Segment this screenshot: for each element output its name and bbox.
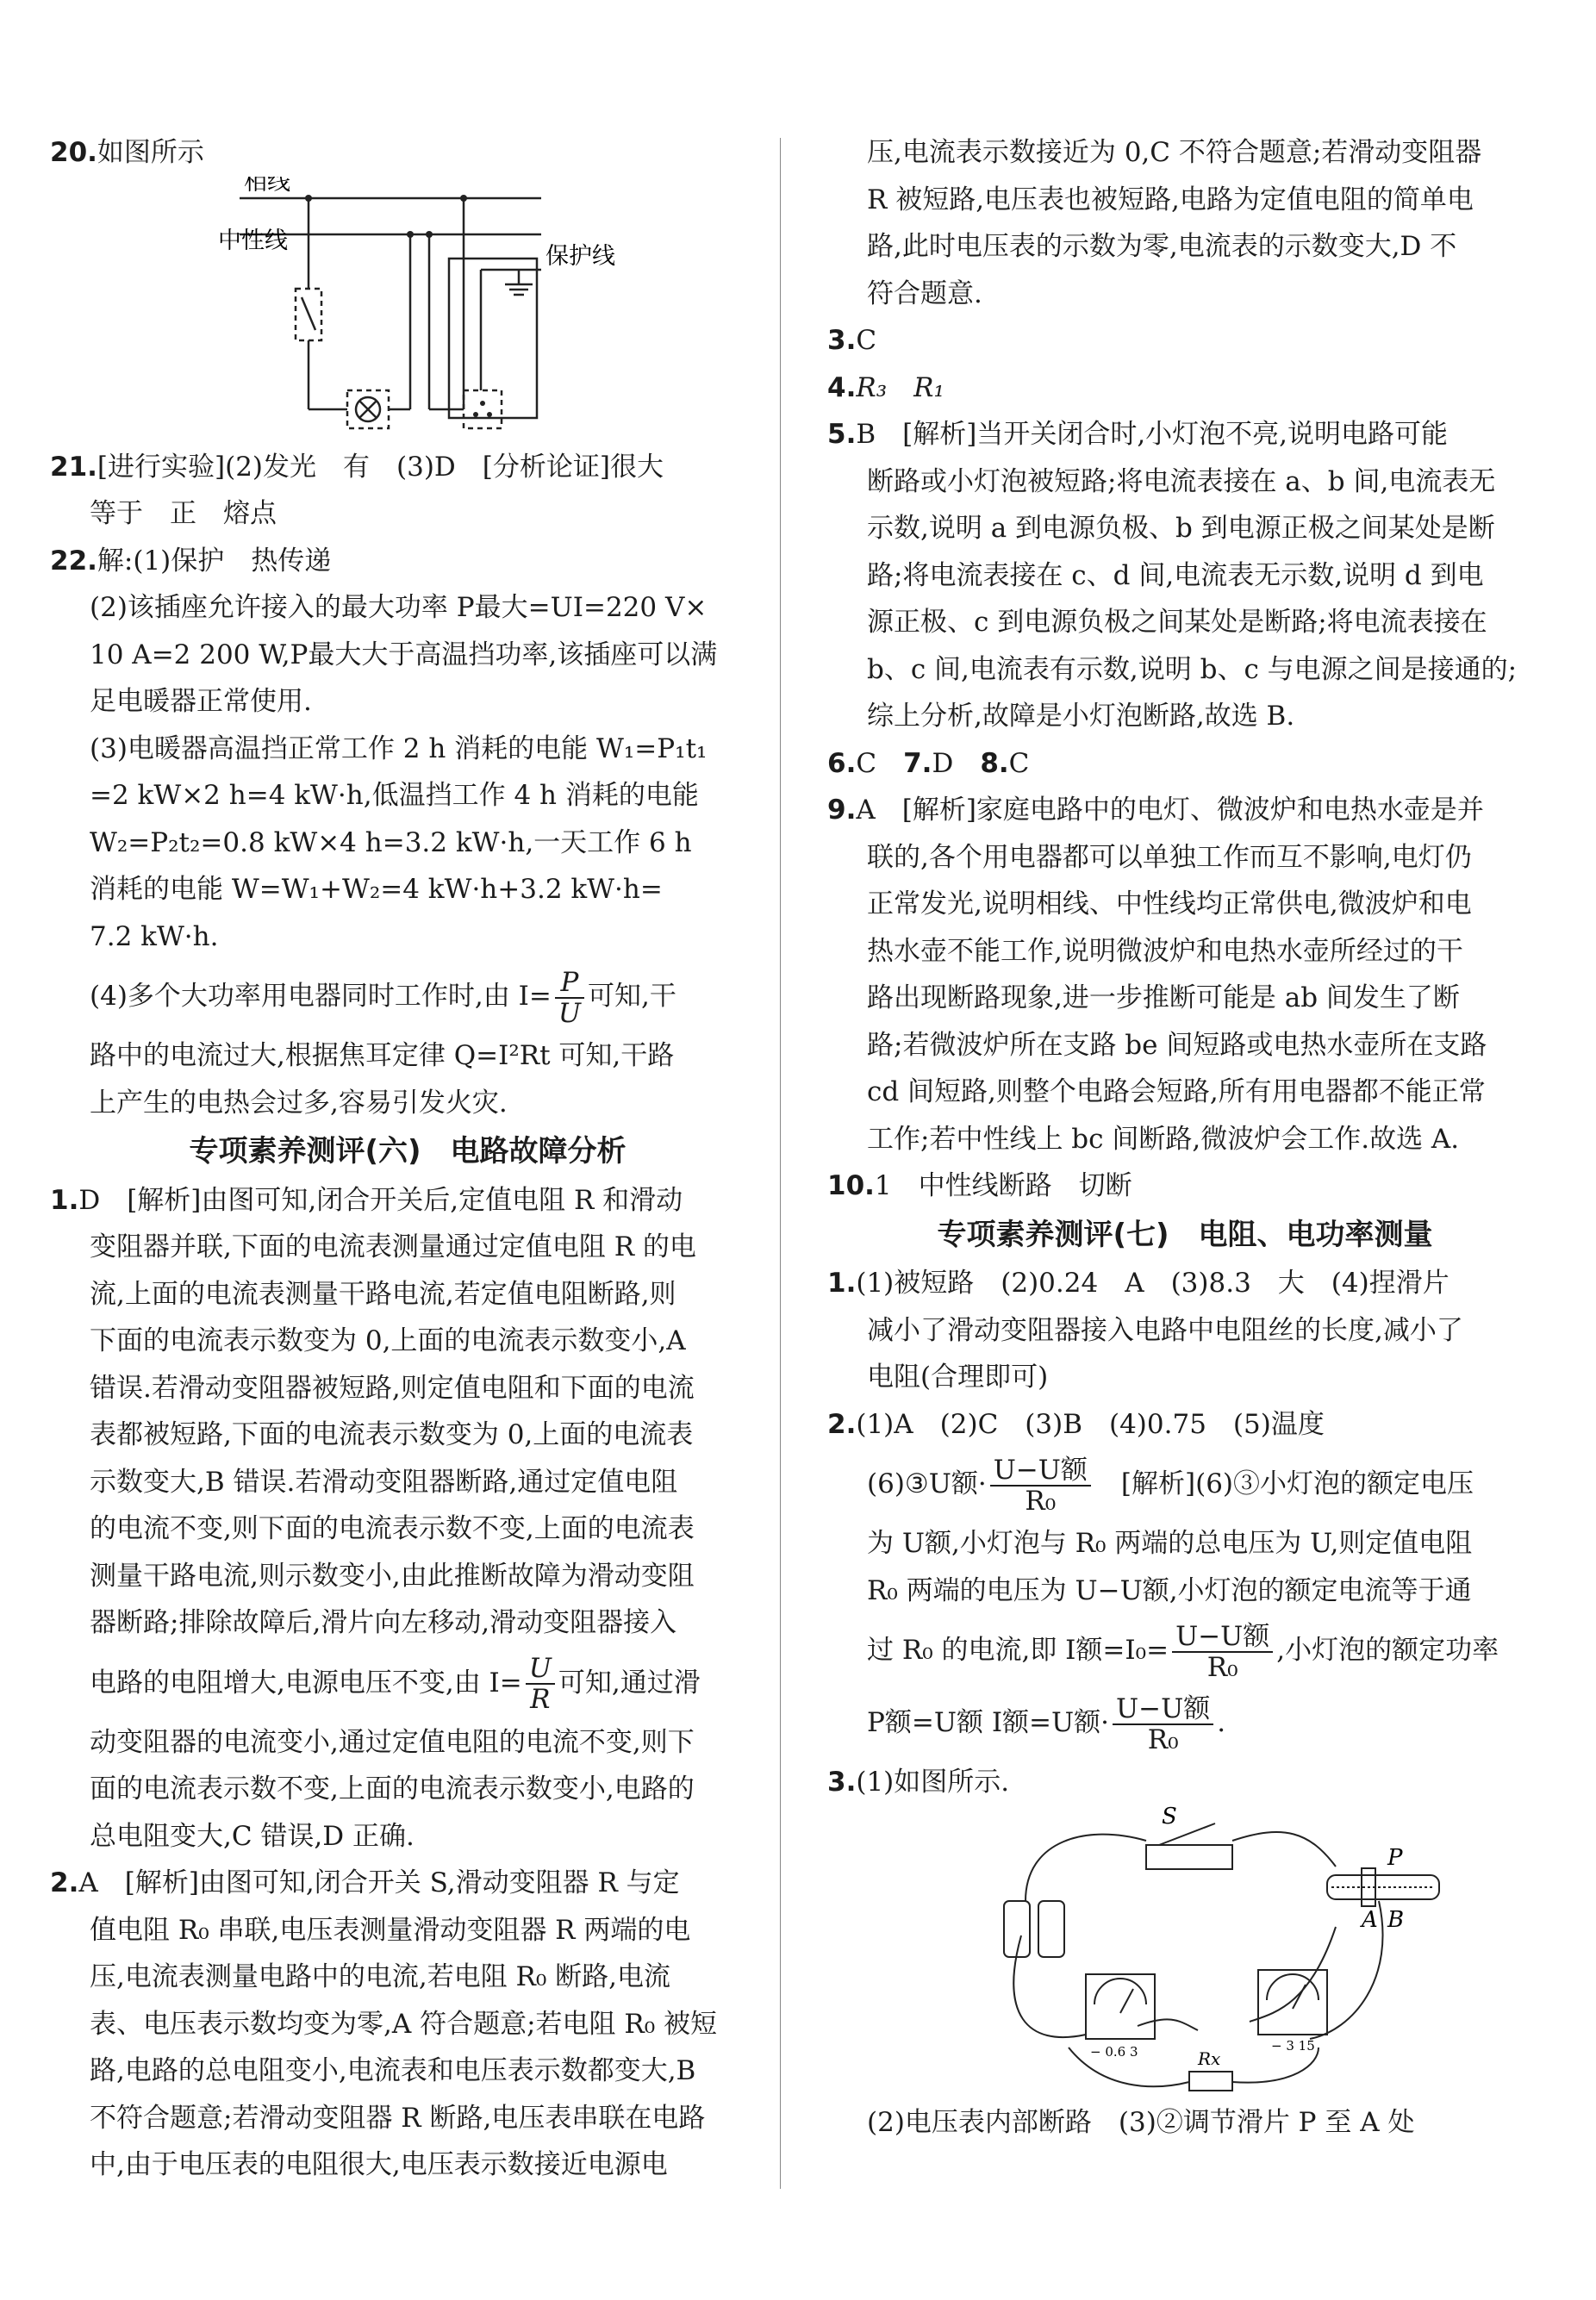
answer-text: 不符合题意;若滑动变阻器 R 断路,电压表串联在电路 (90, 2102, 706, 2134)
question-number: 1. (827, 1268, 857, 1299)
answer-text: 符合题意. (867, 277, 982, 309)
question-number: 6. (827, 747, 857, 779)
denominator: R₀ (1025, 1485, 1057, 1517)
answer-text (827, 1448, 1543, 1520)
switch-label: S (1162, 1805, 1177, 1829)
answer-text: 等于 正 熔点 (90, 498, 277, 529)
section-title-7: 专项素养测评(七) 电阻、电功率测量 (937, 1217, 1433, 1252)
voltmeter-scale-label: − 3 15 (1271, 2037, 1315, 2054)
ground-line-label: 保护线 (546, 242, 615, 270)
question-number: 9. (827, 795, 857, 826)
answer-text: (2)电压表内部断路 (3)②调节滑片 P 至 A 处 (867, 2106, 1415, 2138)
text-fragment: (6)③U额· (867, 1468, 987, 1499)
answer-text (827, 1614, 1543, 1686)
question-number: 8. (980, 747, 1009, 779)
question-number: 5. (827, 419, 857, 450)
answer-text: 综上分析,故障是小灯泡断路,故选 B. (867, 701, 1295, 732)
answer-text: 测量干路电流,则示数变小,由此推断故障为滑动变阻 (90, 1560, 695, 1592)
question-number: 10. (827, 1170, 875, 1201)
answer-text: cd 间短路,则整个电路会短路,所有用电器都不能正常 (867, 1076, 1486, 1107)
text-fragment: 可知,干 (587, 981, 676, 1012)
answer-text (50, 960, 765, 1032)
fraction (1172, 1622, 1273, 1682)
answer-text: 值电阻 R₀ 串联,电压表测量滑动变阻器 R 两端的电 (90, 1914, 691, 1946)
answer-text: 中,由于电压表的电阻很大,电压表示数接近电源电 (90, 2149, 668, 2180)
answer-text: (1)被短路 (2)0.24 A (3)8.3 大 (4)捏滑片 (856, 1268, 1449, 1299)
numerator: P (555, 968, 584, 999)
answer-text: 路,此时电压表的示数为零,电流表的示数变大,D 不 (867, 231, 1457, 262)
section6-question-3 (827, 317, 1543, 365)
answer-text: 示数,说明 a 到电源负极、b 到电源正极之间某处是断 (867, 513, 1495, 544)
answer-text: A [解析]家庭电路中的电灯、微波炉和电热水壶是并 (856, 795, 1484, 826)
live-line-label: 相线 (244, 176, 290, 196)
answer-text: 工作;若中性线上 bc 间断路,微波炉会工作.故选 A. (867, 1123, 1460, 1155)
section-title-6: 专项素养测评(六) 电路故障分析 (189, 1134, 627, 1169)
column-divider (780, 138, 781, 2189)
question-number: 1. (50, 1184, 79, 1216)
fraction (1113, 1694, 1213, 1755)
text-fragment: 电路的电阻增大,电源电压不变,由 I= (90, 1667, 522, 1699)
answer-text: 的电流不变,则下面的电流表示数不变,上面的电流表 (90, 1513, 695, 1544)
terminal-a-label: A (1362, 1906, 1378, 1933)
answer-text: 流,上面的电流表测量干路电流,若定值电阻断路,则 (90, 1278, 676, 1310)
answer-text: 表、电压表示数均变为零,A 符合题意;若电阻 R₀ 被短 (90, 2008, 718, 2040)
answer-text: R₃ R₁ (856, 371, 945, 403)
neutral-line-label: 中性线 (218, 227, 288, 254)
answer-text: 压,电流表示数接近为 0,C 不符合题意;若滑动变阻器 (867, 137, 1482, 168)
answer-text: C (856, 325, 877, 356)
section6-question-2 (50, 1860, 765, 1907)
numerator: U (526, 1654, 555, 1685)
answer-text: 路出现断路现象,进一步推断可能是 ab 间发生了断 (867, 982, 1460, 1013)
answer-text: D [解析]由图可知,闭合开关后,定值电阻 R 和滑动 (78, 1184, 683, 1216)
text-fragment: ,小灯泡的额定功率 (1276, 1635, 1499, 1666)
answer-text: [进行实验](2)发光 有 (3)D [分析论证]很大 (97, 451, 664, 483)
answer-text: 如图所示 (97, 137, 204, 168)
fraction (526, 1654, 555, 1714)
answer-text: 10 A=2 200 W,P最大大于高温挡功率,该插座可以满 (90, 639, 718, 670)
answer-text: 总电阻变大,C 错误,D 正确. (90, 1820, 415, 1852)
question-number: 21. (50, 451, 97, 483)
answer-text: 足电暖器正常使用. (90, 686, 312, 717)
fraction (990, 1455, 1091, 1516)
section6-question-10 (827, 1162, 1543, 1210)
answer-text: (3)电暖器高温挡正常工作 2 h 消耗的电能 W₁=P₁t₁ (90, 732, 708, 764)
answer-text: 路,电路的总电阻变小,电流表和电压表示数都变大,B (90, 2055, 696, 2086)
section7-question-3 (827, 1759, 1543, 1806)
answer-text (827, 1686, 1543, 1759)
answer-text: A [解析]由图可知,闭合开关 S,滑动变阻器 R 与定 (78, 1867, 680, 1898)
text-fragment: [解析](6)③小灯泡的额定电压 (1094, 1468, 1474, 1499)
answer-text: =2 kW×2 h=4 kW·h,低温挡工作 4 h 消耗的电能 (90, 780, 699, 811)
answer-text: 示数变大,B 错误.若滑动变阻器断路,通过定值电阻 (90, 1466, 678, 1498)
question-number: 3. (827, 325, 857, 356)
answer-text: R 被短路,电压表也被短路,电路为定值电阻的简单电 (867, 184, 1474, 215)
answer-text: 路中的电流过大,根据焦耳定律 Q=I²Rt 可知,干路 (90, 1040, 675, 1071)
answer-text: 正常发光,说明相线、中性线均正常供电,微波炉和电 (867, 888, 1472, 919)
question-number: 20. (50, 137, 97, 168)
slider-label: P (1387, 1844, 1403, 1871)
resistor-label: Rx (1198, 2048, 1221, 2069)
question-number: 4. (827, 371, 857, 403)
answer-text: 错误.若滑动变阻器被短路,则定值电阻和下面的电流 (90, 1372, 695, 1404)
section7-question-1 (827, 1260, 1543, 1307)
section6-questions-6-8 (827, 740, 1543, 788)
answer-text: 上产生的电热会过多,容易引发火灾. (90, 1087, 508, 1119)
answer-text: W₂=P₂t₂=0.8 kW×4 h=3.2 kW·h,一天工作 6 h (90, 826, 692, 858)
terminal-b-label: B (1387, 1906, 1405, 1933)
answer-text: 压,电流表测量电路中的电流,若电阻 R₀ 断路,电流 (90, 1961, 671, 1992)
answer-text: b、c 间,电流表有示数,说明 b、c 与电源之间是接通的; (867, 653, 1518, 685)
experiment-circuit-figure (827, 1806, 1543, 2099)
answer-text: B [解析]当开关闭合时,小灯泡不亮,说明电路可能 (856, 419, 1449, 450)
question-21 (50, 444, 765, 491)
text-fragment: 过 R₀ 的电流,即 I额=I₀= (867, 1635, 1169, 1666)
answer-text: 7.2 kW·h. (90, 920, 219, 952)
answer-text: 消耗的电能 W=W₁+W₂=4 kW·h+3.2 kW·h= (90, 874, 663, 905)
answer-text: 减小了滑动变阻器接入电路中电阻丝的长度,减小了 (867, 1314, 1463, 1346)
question-number: 2. (827, 1408, 857, 1440)
answer-text: 器断路;排除故障后,滑片向左移动,滑动变阻器接入 (90, 1607, 677, 1638)
numerator: U−U额 (1113, 1694, 1213, 1725)
text-fragment: 可知,通过滑 (558, 1667, 701, 1699)
question-number: 22. (50, 545, 97, 577)
circuit-diagram (50, 177, 765, 444)
denominator: R₀ (1206, 1651, 1238, 1683)
question-20 (50, 129, 765, 177)
question-number: 2. (50, 1867, 79, 1898)
question-number: 7. (903, 747, 932, 779)
question-22 (50, 538, 765, 585)
numerator: U−U额 (990, 1455, 1091, 1487)
answer-text: 下面的电流表示数变为 0,上面的电流表示数变小,A (90, 1325, 686, 1356)
answer-text: (1)A (2)C (3)B (4)0.75 (5)温度 (856, 1408, 1325, 1440)
experiment-diagram (827, 1806, 1543, 2099)
answer-text: 路;将电流表接在 c、d 间,电流表无示数,说明 d 到电 (867, 559, 1484, 591)
fraction (555, 968, 584, 1028)
left-column (50, 129, 765, 2189)
answer-text (50, 1647, 765, 1719)
question-number: 3. (827, 1767, 857, 1798)
answer-text: 路;若微波炉所在支路 be 间短路或电热水壶所在支路 (867, 1029, 1487, 1061)
section6-question-4 (827, 365, 1543, 412)
section6-question-5 (827, 411, 1543, 458)
answer-text: (1)如图所示. (856, 1767, 1010, 1798)
section6-question-9 (827, 787, 1543, 834)
answer-text: 面的电流表示数不变,上面的电流表示数变小,电路的 (90, 1773, 695, 1804)
answer-text: 动变阻器的电流变小,通过定值电阻的电流不变,则下 (90, 1726, 695, 1758)
answer-text: R₀ 两端的电压为 U−U额,小灯泡的额定电流等于通 (867, 1574, 1472, 1606)
household-circuit-figure (50, 177, 765, 444)
numerator: U−U额 (1172, 1622, 1273, 1653)
denominator: U (558, 997, 581, 1029)
answer-text: C (856, 747, 904, 779)
denominator: R₀ (1147, 1723, 1179, 1755)
answer-text: 断路或小灯泡被短路;将电流表接在 a、b 间,电流表无 (867, 465, 1496, 497)
answer-text: (2)该插座允许接入的最大功率 P最大=UI=220 V× (90, 592, 708, 623)
answer-text: 电阻(合理即可) (867, 1362, 1049, 1393)
text-fragment: . (1217, 1707, 1226, 1738)
text-fragment: (4)多个大功率用电器同时工作时,由 I= (90, 981, 552, 1012)
answer-text: 表都被短路,下面的电流表示数变为 0,上面的电流表 (90, 1419, 694, 1450)
right-column (827, 129, 1543, 2146)
answer-text: 联的,各个用电器都可以单独工作而互不影响,电灯仍 (867, 841, 1472, 873)
answer-text: 变阻器并联,下面的电流表测量通过定值电阻 R 的电 (90, 1231, 696, 1262)
answer-text: C (1008, 747, 1030, 779)
section7-question-2 (827, 1401, 1543, 1449)
ammeter-scale-label: − 0.6 3 (1090, 2043, 1138, 2060)
answer-text: 解:(1)保护 热传递 (97, 545, 332, 577)
denominator: R (530, 1684, 551, 1715)
answer-text: 1 中性线断路 切断 (874, 1170, 1132, 1201)
section6-question-1 (50, 1177, 765, 1225)
answer-text: 源正极、c 到电源负极之间某处是断路;将电流表接在 (867, 607, 1487, 638)
answer-text: 为 U额,小灯泡与 R₀ 两端的总电压为 U,则定值电阻 (867, 1528, 1473, 1559)
answer-text: D (932, 747, 981, 779)
answer-text: 热水壶不能工作,说明微波炉和电热水壶所经过的干 (867, 935, 1463, 967)
text-fragment: P额=U额 I额=U额· (867, 1707, 1110, 1738)
